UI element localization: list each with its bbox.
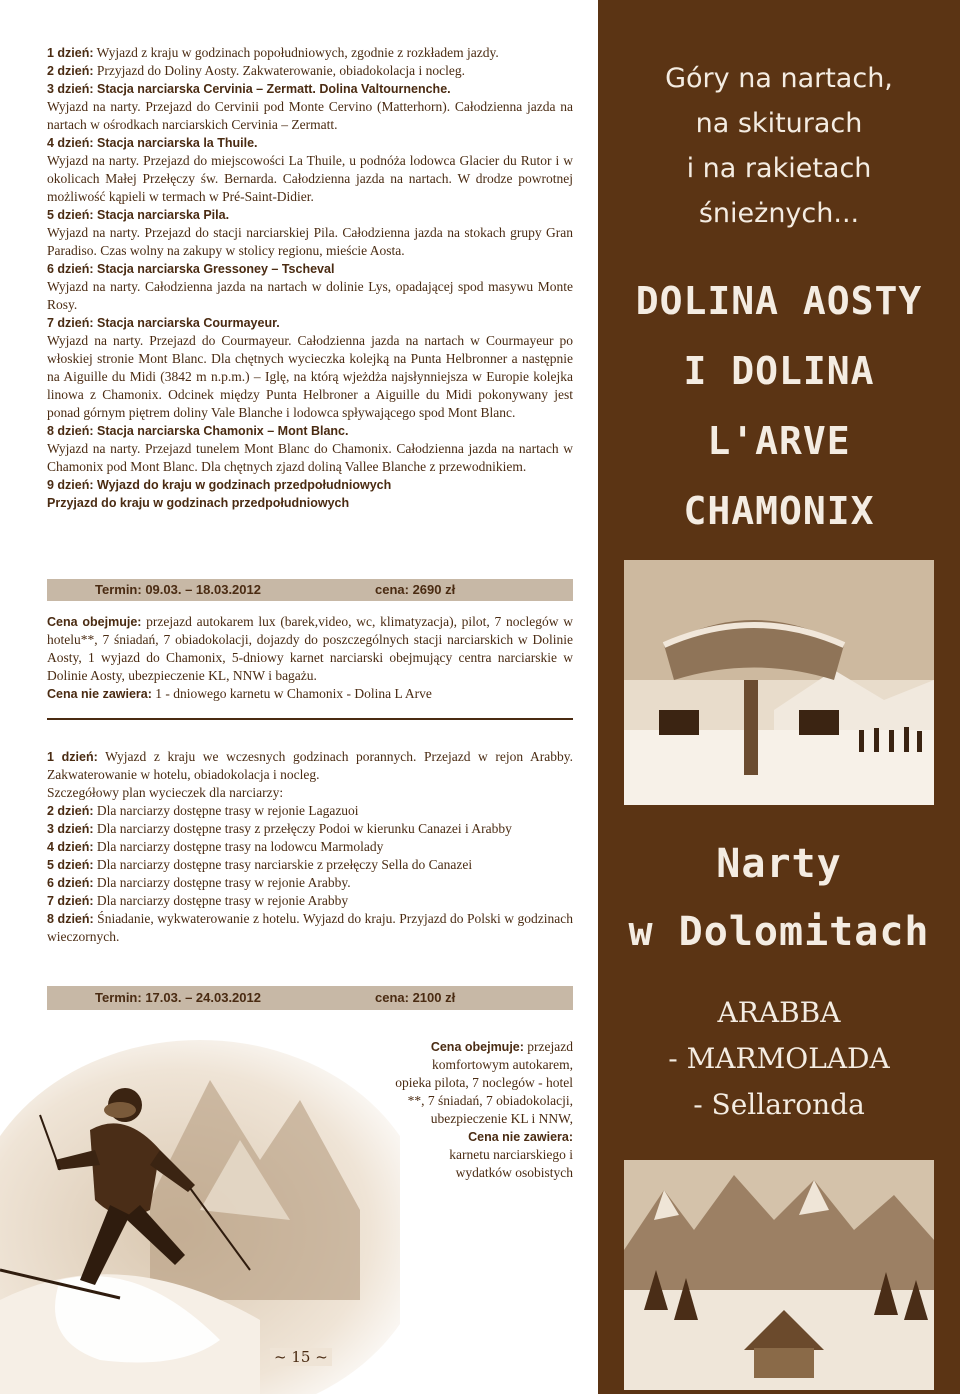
itinerary-line (47, 134, 573, 152)
itinerary-line (47, 856, 573, 874)
dolomites-term-bar (47, 986, 573, 1010)
itinerary-line (47, 278, 573, 314)
tagline-line: na skiturach (695, 108, 863, 139)
tagline-line: śnieżnych... (698, 198, 860, 229)
dolomites-title-line: w Dolomitach (628, 909, 930, 955)
day-text: Przyjazd do Doliny Aosty. Zakwaterowanie, obiadokolacja i nocleg. (93, 63, 465, 78)
dolomites-excludes-text: karnetu narciarskiego i wydatków osobistych (449, 1147, 573, 1180)
day-label: 3 dzień: (47, 822, 94, 836)
day-text: Wyjazd na narty. Całodzienna jazda na nartach w dolinie Lys, opadającej spod masywu Monte Rosy. (47, 279, 573, 312)
dolomites-title (598, 830, 960, 966)
chairlift-photo (624, 560, 934, 805)
aosta-term: Termin: 09.03. – 18.03.2012 (95, 582, 261, 597)
sidebar-tagline (598, 56, 960, 236)
day-text: Wyjazd z kraju w godzinach popołudniowych, zgodnie z rozkładem jazdy. (93, 45, 499, 60)
aosta-title-line: L'ARVE (707, 419, 851, 463)
itinerary-line (47, 44, 573, 62)
day-label: 3 dzień: Stacja narciarska Cervinia – Zermatt. Dolina Valtournenche. (47, 82, 451, 96)
tagline-line: i na rakietach (686, 153, 872, 184)
day-text: Szczegółowy plan wycieczek dla narciarzy: (47, 785, 284, 800)
itinerary-line (47, 784, 573, 802)
day-text: Wyjazd z kraju we wczesnych godzinach porannych. Przejazd w rejon Arabby. Zakwaterowanie w hotelu, obiadokolacja i nocleg. (47, 749, 573, 782)
day-label: 5 dzień: Stacja narciarska Pila. (47, 208, 230, 222)
skier-photo (0, 1040, 400, 1394)
dolomites-includes-text: przejazd komfortowym autokarem, opieka pilota, 7 noclegów - hotel **, 7 śniadań, 7 obiadokolacji, ubezpieczenie KL i NNW, (395, 1039, 573, 1126)
day-text: Dla narciarzy dostępne trasy w rejonie Lagazuoi (93, 803, 359, 818)
aosta-excludes-text: 1 - dniowego karnetu w Chamonix - Dolina L Arve (151, 686, 432, 701)
day-label: 2 dzień: (47, 64, 94, 78)
page-number: ~ 15 ~ (270, 1348, 332, 1366)
itinerary-line (47, 62, 573, 80)
subtitle-line: ARABBA (717, 996, 841, 1029)
sidebar (598, 0, 960, 1394)
day-label: 7 dzień: (47, 894, 94, 908)
day-label: 5 dzień: (47, 858, 94, 872)
aosta-title-line: DOLINA AOSTY (635, 279, 923, 323)
day-label: Przyjazd do kraju w godzinach przedpołudniowych (47, 496, 350, 510)
aosta-itinerary (47, 44, 573, 512)
dolomites-itinerary (47, 748, 573, 946)
day-text: Wyjazd na narty. Przejazd do stacji narciarskiej Pila. Całodzienna jazda na stokach grupy Gran Paradiso. Czas wolny na zakupy w stolicy regionu, mieście Aosta. (47, 225, 573, 258)
aosta-title-line: I DOLINA (683, 349, 875, 393)
day-text: Dla narciarzy dostępne trasy w rejonie Arabby (93, 893, 349, 908)
day-text: Dla narciarzy dostępne trasy z przełęczy Podoi w kierunku Canazei i Arabby (93, 821, 512, 836)
aosta-excludes-label: Cena nie zawiera: (47, 687, 152, 701)
itinerary-line (47, 892, 573, 910)
itinerary-line (47, 260, 573, 278)
itinerary-line (47, 820, 573, 838)
aosta-price: cena: 2690 zł (375, 582, 456, 597)
dolomites-excludes-label: Cena nie zawiera: (468, 1130, 573, 1144)
day-label: 7 dzień: Stacja narciarska Courmayeur. (47, 316, 280, 330)
aosta-excludes (47, 685, 573, 703)
itinerary-line (47, 802, 573, 820)
aosta-includes-label: Cena obejmuje: (47, 615, 142, 629)
aosta-title (598, 266, 960, 546)
day-text: Wyjazd na narty. Przejazd tunelem Mont Blanc do Chamonix. Całodzienna jazda na nartach w Chamonix pod Mont Blanc. Dla chętnych zjazd doliną Vallee Blanche z przewodnikiem. (47, 441, 573, 474)
day-text: Śniadanie, wykwaterowanie z hotelu. Wyjazd do kraju. Przyjazd do Polski w godzinach wieczornych. (47, 911, 573, 944)
itinerary-line (47, 206, 573, 224)
day-text: Dla narciarzy dostępne trasy narciarskie z przełęczy Sella do Canazei (93, 857, 473, 872)
itinerary-line (47, 838, 573, 856)
day-label: 6 dzień: (47, 876, 94, 890)
section-divider (47, 718, 573, 720)
day-label: 2 dzień: (47, 804, 94, 818)
dolomites-subtitle (598, 990, 960, 1128)
itinerary-line (47, 440, 573, 476)
mountain-village-photo (624, 1160, 934, 1390)
dolomites-includes-label: Cena obejmuje: (430, 1040, 524, 1054)
itinerary-line (47, 422, 573, 440)
day-label: 4 dzień: Stacja narciarska la Thuile. (47, 136, 258, 150)
subtitle-line: - MARMOLADA (668, 1042, 890, 1075)
dolomites-price-details (395, 1038, 573, 1182)
itinerary-line (47, 314, 573, 332)
day-text: Wyjazd na narty. Przejazd do miejscowości La Thuile, u podnóża lodowca Glacier du Rutor i w okolicach Małej Przełęczy św. Bernarda. Całodzienna jazda na nartach. W drodze powrotnej możliwość kąpieli w termach w Pré-Saint-Didier. (47, 153, 573, 204)
dolomites-price: cena: 2100 zł (375, 990, 456, 1005)
day-label: 6 dzień: Stacja narciarska Gressoney – Tscheval (47, 262, 335, 276)
aosta-term-bar (47, 579, 573, 601)
day-text: Dla narciarzy dostępne trasy na lodowcu Marmolady (93, 839, 384, 854)
day-label: 8 dzień: (47, 912, 94, 926)
day-text: Wyjazd na narty. Przejazd do Cervinii pod Monte Cervino (Matterhorn). Całodzienna jazda na nartach w ośrodkach narciarskich Cervinia – Zermatt. (47, 99, 573, 132)
itinerary-line (47, 224, 573, 260)
itinerary-line (47, 152, 573, 206)
day-label: 1 dzień: (47, 46, 94, 60)
dolomites-excludes (395, 1128, 573, 1182)
itinerary-line (47, 910, 573, 946)
itinerary-line (47, 332, 573, 422)
day-text: Wyjazd na narty. Przejazd do Courmayeur. Całodzienna jazda na nartach w Courmayeur po włoskiej stronie Mont Blanc. Dla chętnych wycieczka kolejką na Punta Helbronner a następnie na Aiguille du Midi (3842 m n.p.m.) – Iglę, na którą wjeżdża najsłynniejsza w Europie kolejka linowa z Chamonix. Odcinek między Punta Helbroner a Aiguille du Midi pokonywany jest ponad górnym piętrem doliny Vale Blanche i lodowca spływającego spod Mont Blanc. (47, 333, 573, 420)
subtitle-line: - Sellaronda (693, 1088, 865, 1121)
itinerary-line (47, 80, 573, 98)
itinerary-line (47, 874, 573, 892)
tagline-line: Góry na nartach, (665, 63, 893, 94)
itinerary-line (47, 476, 573, 494)
aosta-title-line: CHAMONIX (683, 489, 875, 533)
day-label: 4 dzień: (47, 840, 94, 854)
dolomites-includes (395, 1038, 573, 1128)
itinerary-line (47, 494, 573, 512)
day-label: 9 dzień: Wyjazd do kraju w godzinach przedpołudniowych (47, 478, 392, 492)
day-text: Dla narciarzy dostępne trasy w rejonie Arabby. (93, 875, 351, 890)
itinerary-line (47, 98, 573, 134)
aosta-includes-text: przejazd autokarem lux (barek,video, wc, klimatyzacja), pilot, 7 noclegów w hotelu**, 7 śniadań, 7 obiadokolacji, dojazdy do poszczególnych stacji narciarskich w Dolinie Aosty, 1 wyjazd do Chamonix, 5-dniowy karnet narciarski obejmujący centra narciarskie w Dolinie Aosty, ubezpieczenie KL, NNW i bagażu. (47, 614, 573, 683)
day-label: 8 dzień: Stacja narciarska Chamonix – Mont Blanc. (47, 424, 349, 438)
day-label: 1 dzień: (47, 750, 98, 764)
dolomites-term: Termin: 17.03. – 24.03.2012 (95, 990, 261, 1005)
itinerary-line (47, 748, 573, 784)
dolomites-title-line: Narty (716, 841, 842, 887)
aosta-includes (47, 613, 573, 685)
aosta-price-details (47, 613, 573, 703)
